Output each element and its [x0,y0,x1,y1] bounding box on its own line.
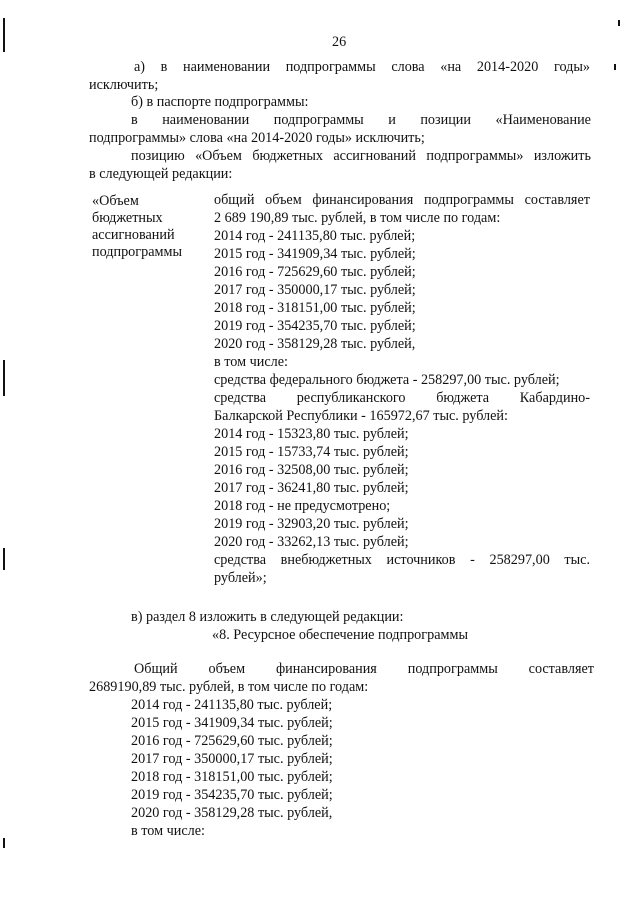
passport-republic-line2: Балкарской Республики - 165972,67 тыс. рублей: [214,408,508,424]
word: объем [208,661,246,677]
word: позиции [420,112,471,128]
scan-edge-mark [3,548,5,570]
passport-rep-year-line: 2019 год - 32903,20 тыс. рублей; [214,516,409,532]
word: наименовании [183,59,271,75]
section-year-line: 2020 год - 358129,28 тыс. рублей, [131,805,333,821]
section-year-line: 2015 год - 341909,34 тыс. рублей; [131,715,333,731]
word: бюджета [436,390,490,406]
section-total-line2: 2689190,89 тыс. рублей, в том числе по годам: [89,679,369,695]
passport-republic-line1 [214,390,590,407]
section-total-line1 [134,661,594,678]
word: составляет [524,192,590,208]
word: составляет [528,661,594,677]
word: 2014-2020 [476,59,539,75]
section-in-that: в том числе: [131,823,205,839]
section-year-line: 2014 год - 241135,80 тыс. рублей; [131,697,333,713]
passport-left-line: подпрограммы [92,244,182,260]
para-b-line2 [131,112,591,129]
word: общий [214,192,255,208]
word: подпрограммы [273,112,364,128]
scan-edge-mark [3,360,5,396]
section-year-line: 2018 год - 318151,00 тыс. рублей; [131,769,333,785]
word: подпрограммы [285,59,376,75]
word: в [131,112,138,128]
passport-year-line: 2018 год - 318151,00 тыс. рублей; [214,300,416,316]
para-b-line3: подпрограммы» слова «на 2014-2020 годы» исключить; [89,130,425,146]
word: «на [440,59,462,75]
word: слова [391,59,425,75]
section-year-line: 2016 год - 725629,60 тыс. рублей; [131,733,333,749]
passport-year-line: 2019 год - 354235,70 тыс. рублей; [214,318,416,334]
passport-total-line1 [214,192,590,209]
passport-year-line: 2015 год - 341909,34 тыс. рублей; [214,246,416,262]
passport-left-line: бюджетных [92,210,163,226]
word: Кабардино- [519,390,590,406]
passport-extra-line2: рублей»; [214,570,267,586]
passport-rep-year-line: 2020 год - 33262,13 тыс. рублей; [214,534,409,550]
word: наименовании [162,112,250,128]
word: и [388,112,396,128]
passport-total-line2: 2 689 190,89 тыс. рублей, в том числе по годам: [214,210,501,226]
para-a-line2: исключить; [89,77,159,93]
word: 258297,00 [489,552,550,568]
word: подпрограммы [423,192,514,208]
passport-federal: средства федерального бюджета - 258297,00 тыс. рублей; [214,372,560,388]
para-b-line5: в следующей редакции: [89,166,233,182]
scan-edge-mark [3,18,5,52]
word: изложить [533,148,591,164]
passport-extra-line1 [214,552,590,569]
passport-rep-year-line: 2014 год - 15323,80 тыс. рублей; [214,426,409,442]
word: а) [134,59,146,75]
para-c: в) раздел 8 изложить в следующей редакции: [131,609,404,625]
passport-year-line: 2014 год - 241135,80 тыс. рублей; [214,228,416,244]
scan-edge-mark [3,838,5,848]
word: позицию [131,148,185,164]
section-title: «8. Ресурсное обеспечение подпрограммы [212,627,468,643]
section-year-line: 2019 год - 354235,70 тыс. рублей; [131,787,333,803]
word: источников [386,552,456,568]
para-b-line4 [131,148,591,165]
passport-year-line: 2016 год - 725629,60 тыс. рублей; [214,264,416,280]
word: республиканского [296,390,406,406]
word: Общий [134,661,178,677]
word: «Наименование [495,112,591,128]
passport-in-that: в том числе: [214,354,288,370]
scan-edge-mark [614,64,616,70]
word: «Объем [195,148,242,164]
passport-rep-year-line: 2017 год - 36241,80 тыс. рублей; [214,480,409,496]
word: финансирования [275,661,377,677]
para-b-line1: б) в паспорте подпрограммы: [131,94,309,110]
word: тыс. [564,552,590,568]
word: подпрограммы [407,661,498,677]
page-number: 26 [332,34,347,50]
word: годы» [553,59,590,75]
word: объем [265,192,302,208]
scan-edge-mark [618,20,620,26]
word: средства [214,390,267,406]
section-year-line: 2017 год - 350000,17 тыс. рублей; [131,751,333,767]
passport-rep-year-line: 2016 год - 32508,00 тыс. рублей; [214,462,409,478]
word: ассигнований [333,148,416,164]
passport-left-line: «Объем [92,193,139,209]
para-a-line1 [134,59,590,76]
word: финансирования [312,192,414,208]
passport-rep-year-line: 2018 год - не предусмотрено; [214,498,391,514]
passport-rep-year-line: 2015 год - 15733,74 тыс. рублей; [214,444,409,460]
word: бюджетных [252,148,323,164]
word: подпрограммы» [426,148,524,164]
passport-year-line: 2017 год - 350000,17 тыс. рублей; [214,282,416,298]
word: - [470,552,475,568]
passport-year-line: 2020 год - 358129,28 тыс. рублей, [214,336,416,352]
word: внебюджетных [280,552,372,568]
passport-left-line: ассигнований [92,227,175,243]
word: в [160,59,168,75]
word: средства [214,552,267,568]
